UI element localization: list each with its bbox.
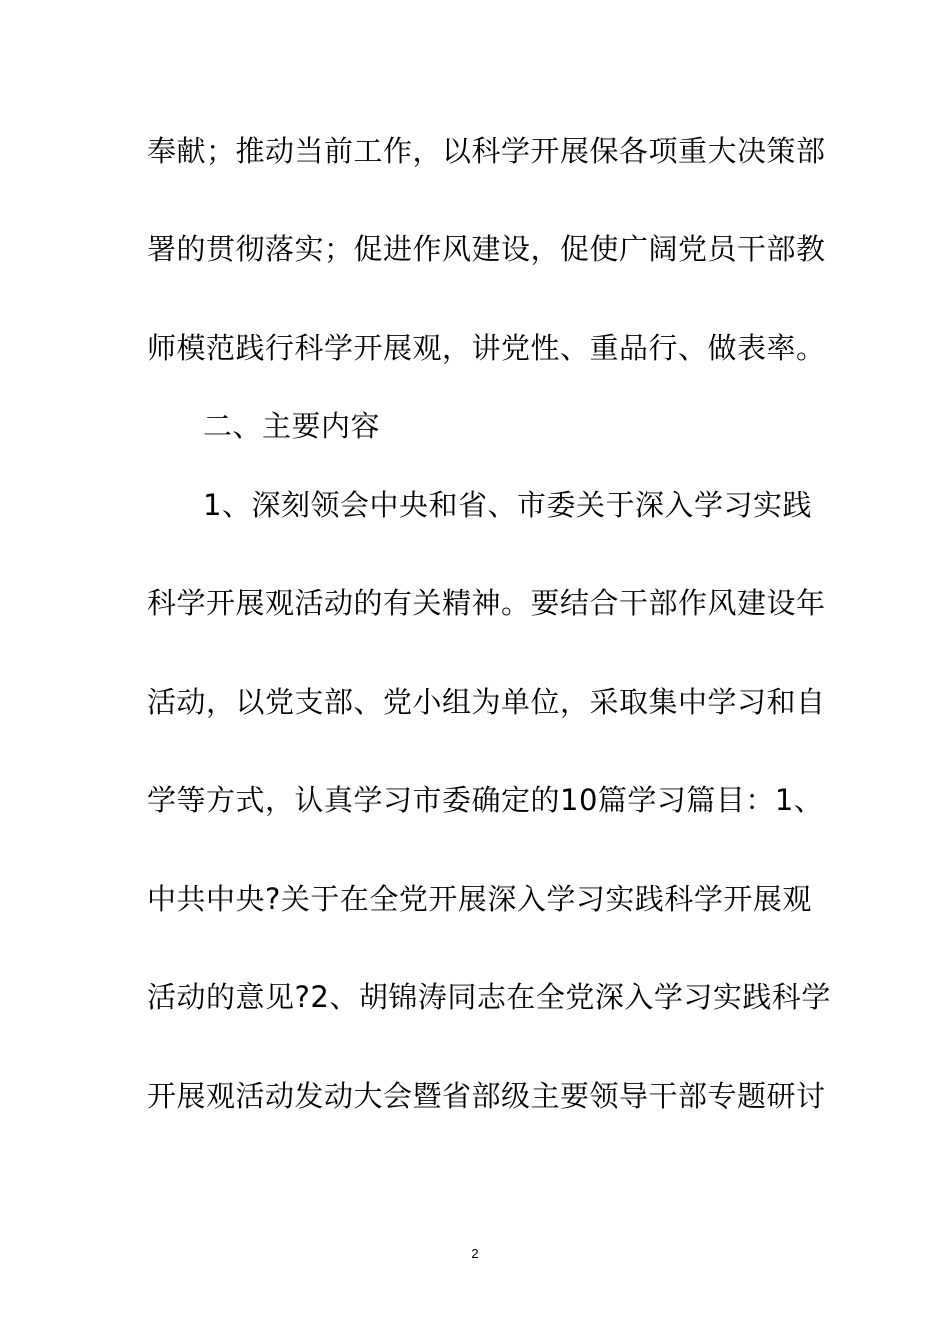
text-line-8: 学等方式，认真学习市委确定的10篇学习篇目：1、 bbox=[147, 783, 824, 817]
text-line-9: 中共中央?关于在全党开展深入学习实践科学开展观 bbox=[147, 882, 812, 916]
text-line-6: 科学开展观活动的有关精神。要结合干部作风建设年 bbox=[147, 586, 826, 620]
text-line-10: 活动的意见?2、胡锦涛同志在全党深入学习实践科学 bbox=[147, 980, 831, 1014]
page-number: 2 bbox=[471, 1246, 479, 1261]
text-line-11: 开展观活动发动大会暨省部级主要领导干部专题研讨 bbox=[147, 1079, 826, 1113]
text-line-1: 奉献；推动当前工作，以科学开展保各项重大决策部 bbox=[147, 134, 826, 168]
text-line-2: 署的贯彻落实；促进作风建设，促使广阔党员干部教 bbox=[147, 232, 826, 266]
text-line-3: 师模范践行科学开展观，讲党性、重品行、做表率。 bbox=[147, 331, 826, 365]
text-line-5: 1、深刻领会中央和省、市委关于深入学习实践 bbox=[203, 488, 812, 522]
text-line-7: 活动，以党支部、党小组为单位，采取集中学习和自 bbox=[147, 685, 826, 719]
section-heading: 二、主要内容 bbox=[203, 409, 381, 443]
